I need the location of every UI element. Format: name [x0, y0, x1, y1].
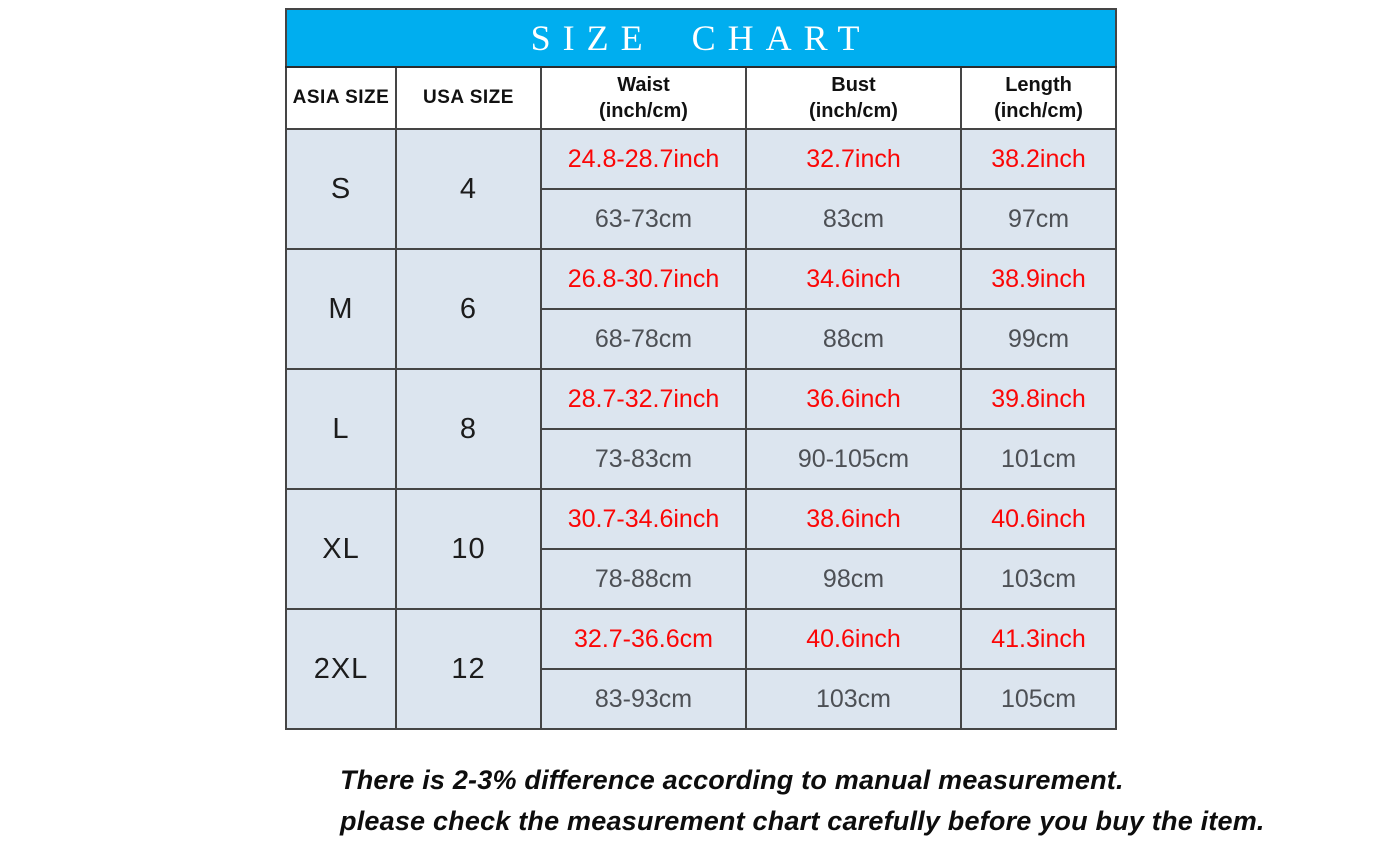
asia-size-cell: 2XL — [286, 609, 396, 729]
size-row-m-inch — [286, 249, 1116, 309]
usa-size-cell: 6 — [396, 249, 541, 369]
waist-inch-cell: 32.7-36.6cm — [541, 609, 746, 669]
title-cell — [286, 9, 1116, 67]
bust-cm-cell: 83cm — [746, 189, 961, 249]
bust-inch-cell: 36.6inch — [746, 369, 961, 429]
title-row — [286, 9, 1116, 67]
length-inch-cell: 41.3inch — [961, 609, 1116, 669]
waist-inch-cell: 28.7-32.7inch — [541, 369, 746, 429]
header-usa-size-label: USA SIZE — [423, 87, 514, 108]
waist-cm-cell: 78-88cm — [541, 549, 746, 609]
header-asia-size-label: ASIA SIZE — [292, 87, 390, 108]
usa-size-cell: 12 — [396, 609, 541, 729]
length-cm-cell: 97cm — [961, 189, 1116, 249]
usa-size-cell: 8 — [396, 369, 541, 489]
length-cm-cell: 103cm — [961, 549, 1116, 609]
chart-title: SIZE CHART — [530, 18, 872, 58]
column-header-row — [286, 67, 1116, 129]
usa-size-cell: 10 — [396, 489, 541, 609]
length-inch-cell: 38.2inch — [961, 129, 1116, 189]
bust-inch-cell: 32.7inch — [746, 129, 961, 189]
waist-inch-cell: 26.8-30.7inch — [541, 249, 746, 309]
bust-inch-cell: 40.6inch — [746, 609, 961, 669]
waist-cm-cell: 73-83cm — [541, 429, 746, 489]
header-bust-label: Bust — [831, 74, 876, 96]
waist-cm-cell: 63-73cm — [541, 189, 746, 249]
waist-inch-cell: 24.8-28.7inch — [541, 129, 746, 189]
header-length — [961, 67, 1116, 129]
note-line-2: please check the measurement chart carefully before you buy the item. — [340, 806, 1265, 836]
header-waist-label: Waist — [617, 74, 670, 96]
size-row-l-inch — [286, 369, 1116, 429]
size-row-s-inch — [286, 129, 1116, 189]
size-row-2xl-inch — [286, 609, 1116, 669]
length-inch-cell: 40.6inch — [961, 489, 1116, 549]
bust-inch-cell: 34.6inch — [746, 249, 961, 309]
size-row-xl-inch — [286, 489, 1116, 549]
bust-cm-cell: 103cm — [746, 669, 961, 729]
header-bust-unit: (inch/cm) — [809, 100, 898, 122]
bust-inch-cell: 38.6inch — [746, 489, 961, 549]
usa-size-cell: 4 — [396, 129, 541, 249]
header-usa-size — [396, 67, 541, 129]
header-asia-size — [286, 67, 396, 129]
length-cm-cell: 105cm — [961, 669, 1116, 729]
asia-size-cell: M — [286, 249, 396, 369]
bust-cm-cell: 98cm — [746, 549, 961, 609]
asia-size-cell: S — [286, 129, 396, 249]
bust-cm-cell: 90-105cm — [746, 429, 961, 489]
note-line-1: There is 2-3% difference according to manual measurement. — [340, 765, 1124, 795]
header-waist-unit: (inch/cm) — [599, 100, 688, 122]
length-inch-cell: 39.8inch — [961, 369, 1116, 429]
asia-size-cell: L — [286, 369, 396, 489]
waist-cm-cell: 83-93cm — [541, 669, 746, 729]
waist-cm-cell: 68-78cm — [541, 309, 746, 369]
header-length-unit: (inch/cm) — [994, 100, 1083, 122]
waist-inch-cell: 30.7-34.6inch — [541, 489, 746, 549]
measurement-notes — [340, 760, 1340, 842]
length-cm-cell: 99cm — [961, 309, 1116, 369]
size-chart-table — [285, 8, 1117, 730]
bust-cm-cell: 88cm — [746, 309, 961, 369]
header-waist — [541, 67, 746, 129]
length-inch-cell: 38.9inch — [961, 249, 1116, 309]
header-length-label: Length — [1005, 74, 1072, 96]
length-cm-cell: 101cm — [961, 429, 1116, 489]
asia-size-cell: XL — [286, 489, 396, 609]
header-bust — [746, 67, 961, 129]
